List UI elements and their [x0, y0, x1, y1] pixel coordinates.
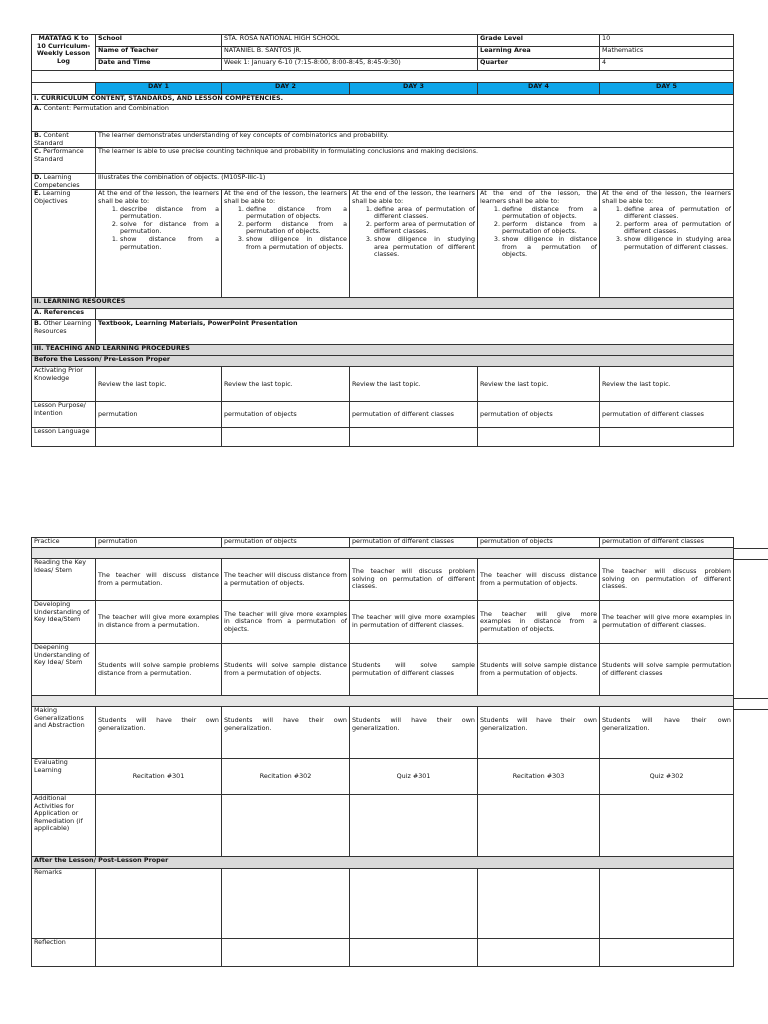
objective-item: 1. show distance from a permutation. [120, 236, 219, 251]
divider-row [32, 548, 734, 559]
performance-standard-label: C. Performance Standard [32, 148, 96, 174]
generalization-label: Making Generalizations and Abstraction [32, 707, 96, 759]
section-1-title: I. CURRICULUM CONTENT, STANDARDS, AND LESSON COMPETENCIES. [32, 95, 734, 105]
school-value: STA. ROSA NATIONAL HIGH SCHOOL [222, 35, 478, 47]
deepening-cell: Students will solve sample distance from a permutation of objects. [222, 644, 350, 696]
objective-item: 1. define distance from a permutation of objects. [502, 206, 597, 221]
references-value [96, 309, 734, 320]
activating-cell: Review the last topic. [222, 367, 350, 402]
generalization-cell: Students will have their own generalization. [222, 707, 350, 759]
divider-row [32, 696, 734, 707]
evaluating-cell: Recitation #301 [96, 759, 222, 795]
evaluating-cell: Recitation #302 [222, 759, 350, 795]
section-3-title: III. TEACHING AND LEARNING PROCEDURES [32, 345, 734, 356]
objectives-day5 [600, 190, 734, 298]
language-cell [96, 428, 222, 447]
purpose-cell: permutation of objects [222, 402, 350, 428]
overflow-rule [733, 559, 768, 560]
overflow-rule [733, 709, 768, 710]
quarter-label: Quarter [478, 59, 600, 71]
teacher-label: Name of Teacher [96, 47, 222, 59]
objectives-intro: At the end of the lesson, the learners shall be able to: [352, 189, 476, 205]
school-label: School [96, 35, 222, 47]
generalization-cell: Students will have their own generalization. [600, 707, 734, 759]
content-standard-label: B. Content Standard [32, 132, 96, 148]
generalization-cell: Students will have their own generalization. [96, 707, 222, 759]
objective-item: 2. perform distance from a permutation of objects. [246, 221, 347, 236]
deepening-cell: Students will solve sample permutation of different classes [600, 644, 734, 696]
evaluating-cell: Quiz #302 [600, 759, 734, 795]
overflow-rule [733, 548, 768, 549]
purpose-cell: permutation of different classes [600, 402, 734, 428]
competencies: Illustrates the combination of objects. (M10SP-IIIc-1) [96, 174, 734, 190]
objective-item: 1. define area of permutation of different classes. [374, 206, 475, 221]
developing-cell: The teacher will give more examples in distance from a permutation. [96, 601, 222, 644]
activating-cell: Review the last topic. [96, 367, 222, 402]
objectives-day3 [350, 190, 478, 298]
additional-cell [350, 795, 478, 857]
remarks-cell [96, 869, 222, 939]
objectives-day4 [478, 190, 600, 298]
reflection-cell [350, 939, 478, 967]
objectives-intro: At the end of the lesson, the learners shall be able to: [480, 189, 598, 205]
practice-cell: permutation of different classes [600, 538, 734, 548]
remarks-cell [222, 869, 350, 939]
deepening-cell: Students will solve sample problems distance from a permutation. [96, 644, 222, 696]
section-2-title: II. LEARNING RESOURCES [32, 298, 734, 309]
objective-item: 3. show diligence in studying area permutation of different classes. [624, 236, 731, 251]
language-label: Lesson Language [32, 428, 96, 447]
day-header-blank [32, 83, 96, 95]
day-header: DAY 5 [600, 83, 734, 95]
practice-cell: permutation of objects [478, 538, 600, 548]
other-resources-label: B. Other Learning Resources [32, 320, 96, 345]
other-resources: Textbook, Learning Materials, PowerPoint Presentation [96, 320, 734, 345]
reflection-cell [478, 939, 600, 967]
content-label: A. [34, 104, 42, 112]
content-standard: The learner demonstrates understanding of key concepts of combinatorics and probability. [96, 132, 734, 148]
competencies-label: D. Learning Competencies [32, 174, 96, 190]
objectives-intro: At the end of the lesson, the learners shall be able to: [224, 189, 347, 205]
additional-cell [478, 795, 600, 857]
developing-cell: The teacher will give more examples in permutation of different classes. [350, 601, 478, 644]
grade-level-value: 10 [600, 35, 734, 47]
generalization-cell: Students will have their own generalization. [350, 707, 478, 759]
day-header: DAY 4 [478, 83, 600, 95]
purpose-cell: permutation of different classes [350, 402, 478, 428]
objective-item: 2. solve for distance from a permutation. [120, 221, 219, 236]
deepening-cell: Students will solve sample permutation of different classes [350, 644, 478, 696]
practice-cell: permutation of different classes [350, 538, 478, 548]
deepening-cell: Students will solve sample distance from a permutation of objects. [478, 644, 600, 696]
objective-item: 3. show diligence in distance from a permutation of objects. [246, 236, 347, 251]
reading-cell: The teacher will discuss problem solving on permutation of different classes. [600, 559, 734, 601]
date-time-value: Week 1: January 6-10 (7:15-8:00, 8:00-8:45, 8:45-9:30) [222, 59, 478, 71]
quarter-value: 4 [600, 59, 734, 71]
developing-label: Developing Understanding of Key Idea/Stem [32, 601, 96, 644]
reflection-cell [96, 939, 222, 967]
activating-cell: Review the last topic. [600, 367, 734, 402]
developing-cell: The teacher will give more examples in distance from a permutation of objects. [478, 601, 600, 644]
objective-item: 1. define area of permutation of different classes. [624, 206, 731, 221]
day-header: DAY 1 [96, 83, 222, 95]
objectives-intro: At the end of the lesson, the learners shall be able to: [98, 189, 219, 205]
grade-level-label: Grade Level [478, 35, 600, 47]
day-header: DAY 3 [350, 83, 478, 95]
after-lesson-title: After the Lesson/ Post-Lesson Proper [32, 857, 734, 869]
spacer-row [32, 71, 734, 83]
objective-item: 2. perform area of permutation of different classes. [374, 221, 475, 236]
reading-cell: The teacher will discuss distance from a permutation. [96, 559, 222, 601]
objective-item: 1. define distance from a permutation of objects. [246, 206, 347, 221]
practice-cell: permutation of objects [222, 538, 350, 548]
reading-cell: The teacher will discuss distance from a permutation of objects. [478, 559, 600, 601]
lesson-log-table-page1 [31, 34, 734, 447]
reflection-cell [222, 939, 350, 967]
language-cell [478, 428, 600, 447]
language-cell [600, 428, 734, 447]
remarks-cell [600, 869, 734, 939]
developing-cell: The teacher will give more examples in distance from a permutation of objects. [222, 601, 350, 644]
deepening-label: Deepening Understanding of Key Idea/ Stem [32, 644, 96, 696]
overflow-rule [733, 698, 768, 699]
evaluating-cell: Recitation #303 [478, 759, 600, 795]
remarks-cell [478, 869, 600, 939]
remarks-cell [350, 869, 478, 939]
purpose-cell: permutation [96, 402, 222, 428]
developing-cell: The teacher will give more examples in permutation of different classes. [600, 601, 734, 644]
objectives-day2 [222, 190, 350, 298]
lesson-log-table-page2 [31, 537, 734, 967]
learning-area-value: Mathematics [600, 47, 734, 59]
generalization-cell: Students will have their own generalization. [478, 707, 600, 759]
objective-item: 3. show diligence in studying area permutation of different classes. [374, 236, 475, 259]
objectives-day1 [96, 190, 222, 298]
activating-label: Activating Prior Knowledge [32, 367, 96, 402]
evaluating-cell: Quiz #301 [350, 759, 478, 795]
reflection-cell [600, 939, 734, 967]
day-header: DAY 2 [222, 83, 350, 95]
activating-cell: Review the last topic. [478, 367, 600, 402]
learning-area-label: Learning Area [478, 47, 600, 59]
additional-cell [600, 795, 734, 857]
purpose-cell: permutation of objects [478, 402, 600, 428]
references-label: A. References [32, 309, 96, 320]
remarks-label: Remarks [32, 869, 96, 939]
language-cell [350, 428, 478, 447]
objective-item: 2. perform distance from a permutation of objects. [502, 221, 597, 236]
before-lesson-title: Before the Lesson/ Pre-Lesson Proper [32, 356, 734, 367]
practice-label: Practice [32, 538, 96, 548]
objectives-intro: At the end of the lesson, the learners shall be able to: [602, 189, 732, 205]
additional-cell [222, 795, 350, 857]
activating-cell: Review the last topic. [350, 367, 478, 402]
reading-label: Reading the Key Ideas/ Stem [32, 559, 96, 601]
objective-item: 1. describe distance from a permutation. [120, 206, 219, 221]
reflection-label: Reflection [32, 939, 96, 967]
date-time-label: Date and Time [96, 59, 222, 71]
performance-standard: The learner is able to use precise counting technique and probability in formulating conclusions and making decisions. [96, 148, 734, 174]
reading-cell: The teacher will discuss problem solving on permutation of different classes. [350, 559, 478, 601]
content-text: Content: Permutation and Combination [43, 104, 169, 112]
objective-item: 3. show diligence in distance from a permutation of objects. [502, 236, 597, 259]
teacher-value: NATANIEL B. SANTOS JR. [222, 47, 478, 59]
additional-cell [96, 795, 222, 857]
practice-cell: permutation [96, 538, 222, 548]
evaluating-label: Evaluating Learning [32, 759, 96, 795]
content-row [32, 105, 734, 132]
objective-item: 2. perform area of permutation of different classes. [624, 221, 731, 236]
language-cell [222, 428, 350, 447]
log-title: MATATAG K to 10 Curriculum-Weekly Lesson Log [32, 35, 96, 71]
purpose-label: Lesson Purpose/ Intention [32, 402, 96, 428]
reading-cell: The teacher will discuss distance from a permutation of objects. [222, 559, 350, 601]
additional-activities-label: Additional Activities for Application or Remediation (if applicable) [32, 795, 96, 857]
objectives-label: E. Learning Objectives [32, 190, 96, 298]
